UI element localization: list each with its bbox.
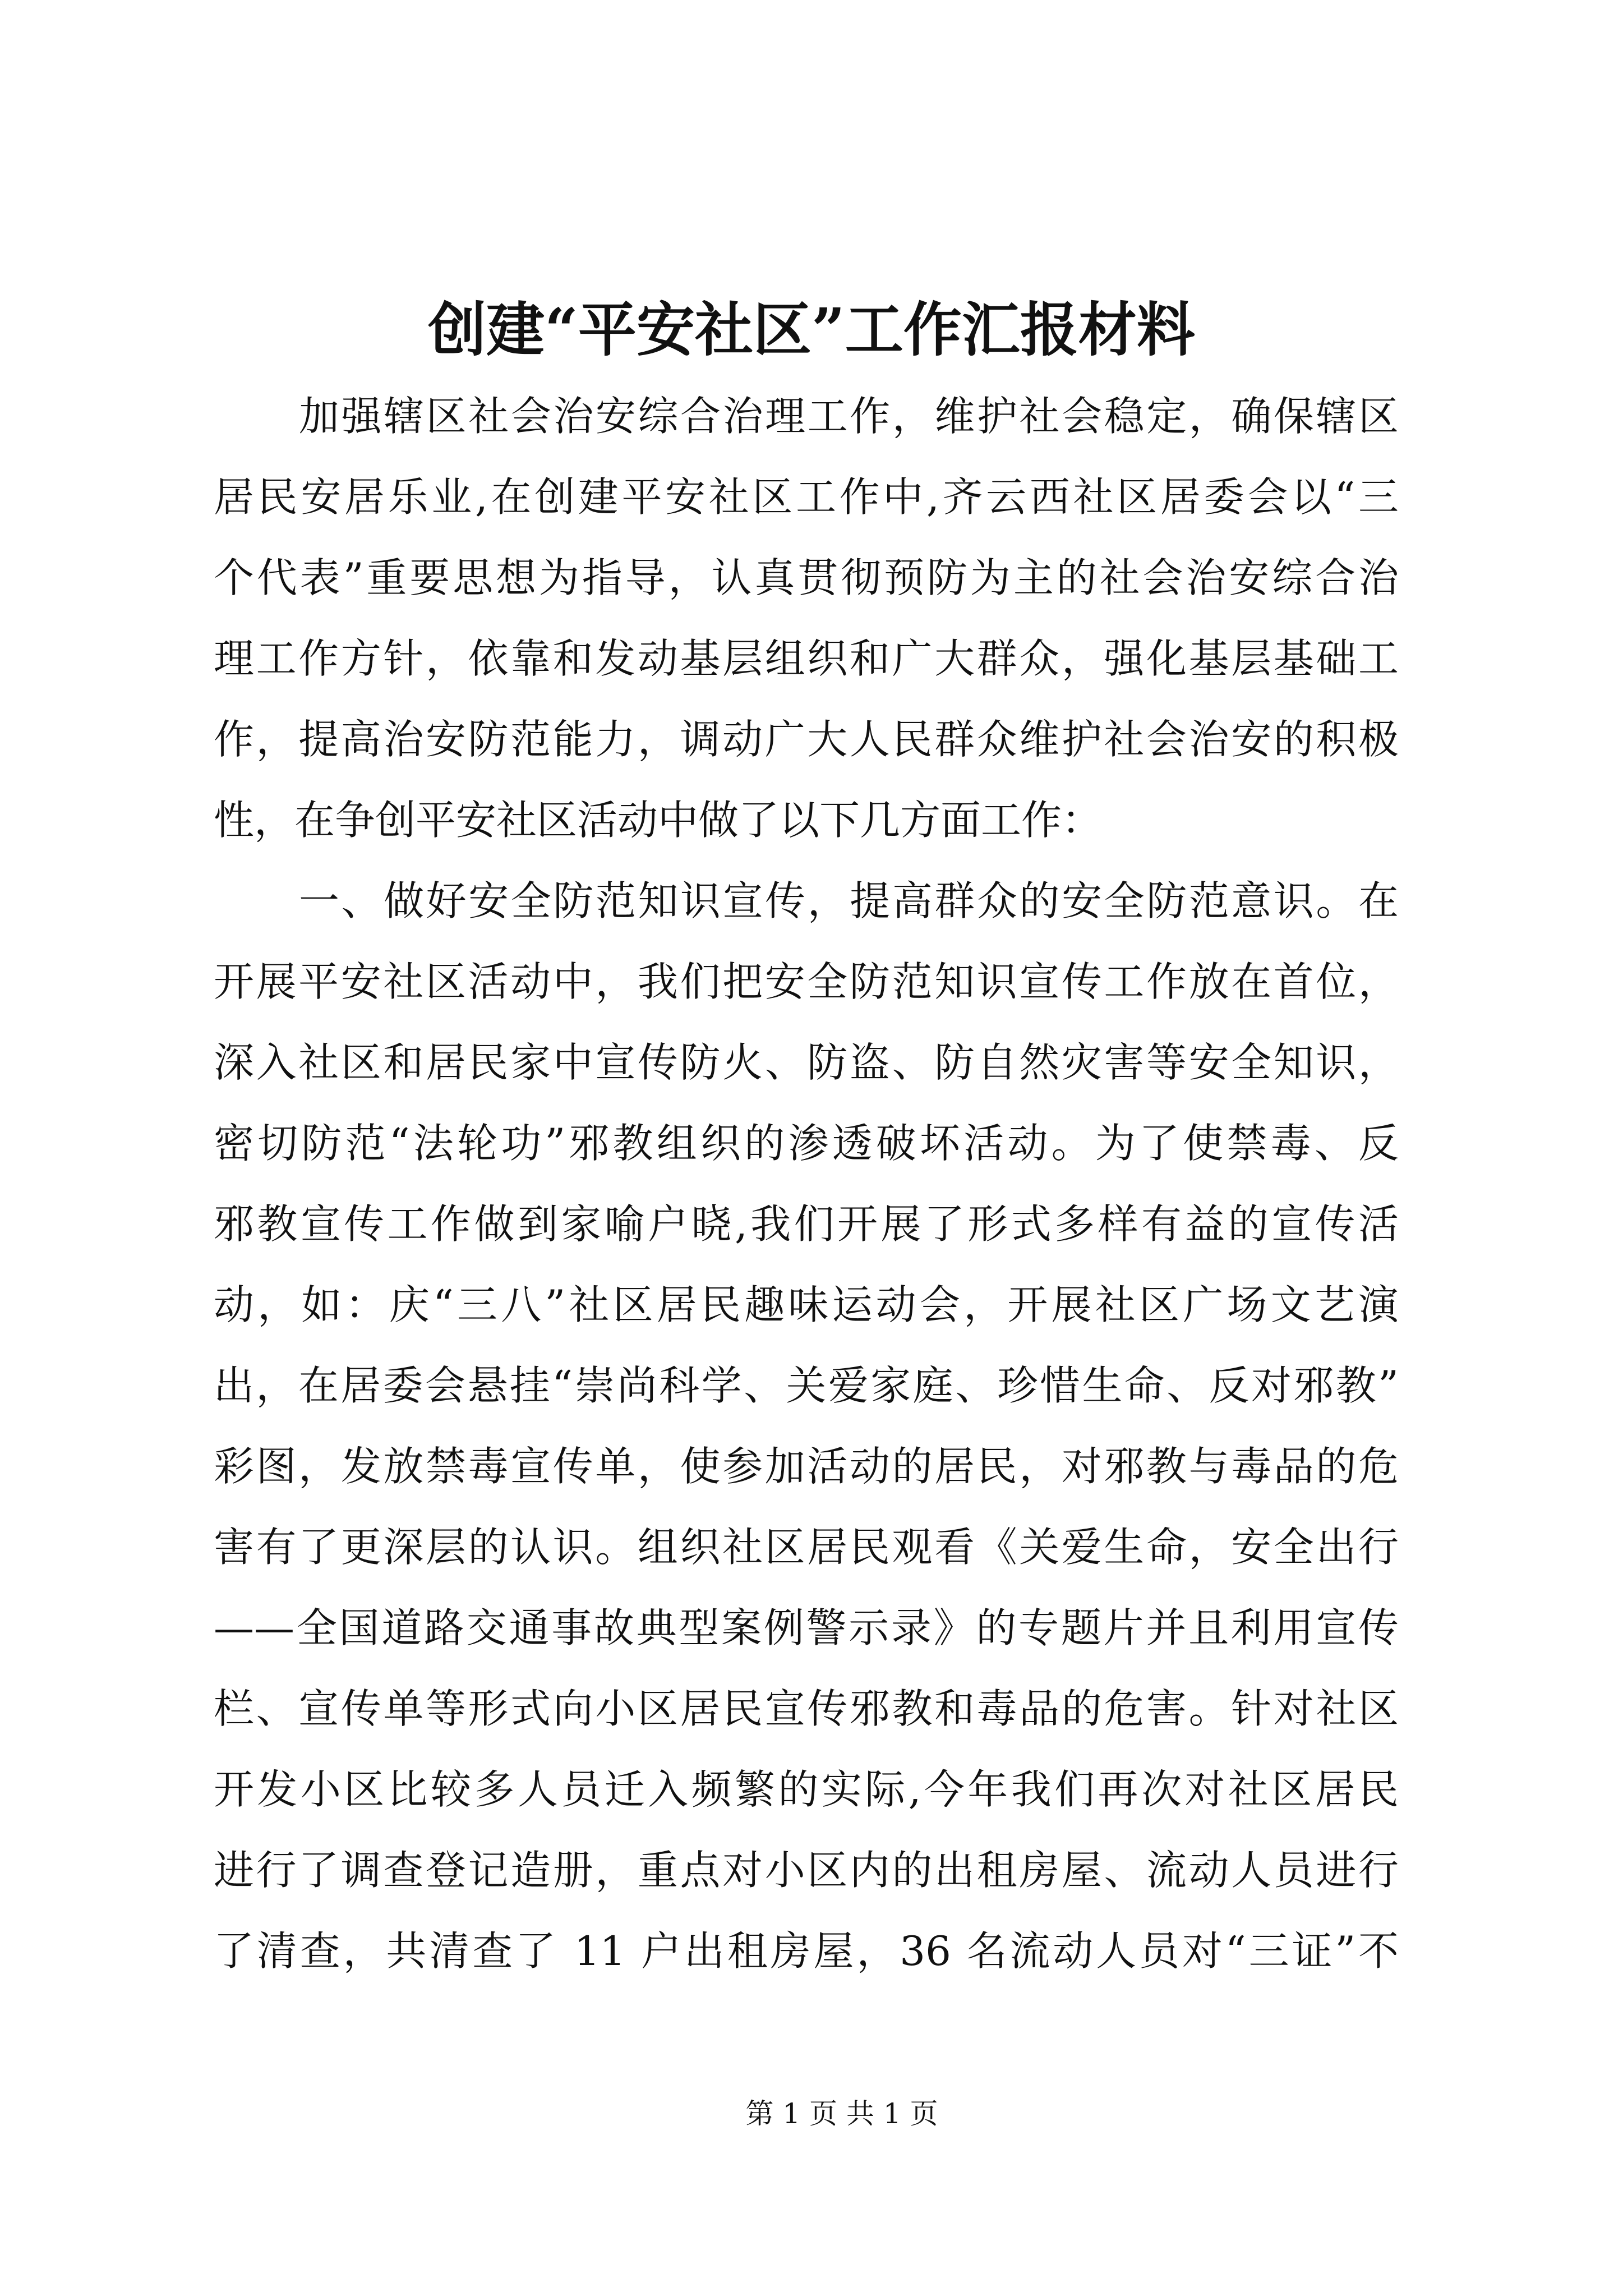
body-line: 密切防范“法轮功”邪教组织的渗透破坏活动。为了使禁毒、反 <box>214 1120 1399 1167</box>
body-line: 害有了更深层的认识。组织社区居民观看《关爱生命，安全出行 <box>214 1524 1399 1571</box>
body-line: 作，提高治安防范能力，调动广大人民群众维护社会治安的积极 <box>214 716 1399 763</box>
body-line: 进行了调查登记造册，重点对小区内的出租房屋、流动人员进行 <box>214 1847 1399 1894</box>
document-title: 创建“平安社区”工作汇报材料 <box>428 295 1195 364</box>
body-line: ——全国道路交通事故典型案例警示录》的专题片并且利用宣传 <box>214 1604 1399 1651</box>
body-line: 动，如：庆“三八”社区居民趣味运动会，开展社区广场文艺演 <box>214 1281 1399 1328</box>
body-line: 彩图，发放禁毒宣传单，使参加活动的居民，对邪教与毒品的危 <box>214 1443 1399 1490</box>
body-line: 居民安居乐业,在创建平安社区工作中,齐云西社区居委会以“三 <box>214 473 1399 521</box>
body-line: 理工作方针，依靠和发动基层组织和广大群众，强化基层基础工 <box>214 635 1399 682</box>
body-line: 一、做好安全防范知识宣传，提高群众的安全防范意识。在 <box>299 877 1399 924</box>
body-line: 性，在争创平安社区活动中做了以下几方面工作： <box>214 797 1103 844</box>
body-line: 出，在居委会悬挂“崇尚科学、关爱家庭、珍惜生命、反对邪教” <box>214 1362 1399 1409</box>
body-line: 个代表”重要思想为指导，认真贯彻预防为主的社会治安综合治 <box>214 554 1399 601</box>
body-line: 栏、宣传单等形式向小区居民宣传邪教和毒品的危害。针对社区 <box>214 1685 1399 1732</box>
body-line: 开展平安社区活动中，我们把安全防范知识宣传工作放在首位， <box>214 958 1399 1005</box>
document-body <box>214 376 1399 1991</box>
page-number-footer: 第 1 页 共 1 页 <box>745 2097 938 2130</box>
body-line: 开发小区比较多人员迁入频繁的实际,今年我们再次对社区居民 <box>214 1766 1399 1813</box>
body-line: 深入社区和居民家中宣传防火、防盗、防自然灾害等安全知识， <box>214 1039 1399 1086</box>
body-line: 加强辖区社会治安综合治理工作，维护社会稳定，确保辖区 <box>299 393 1399 440</box>
body-line: 了清查，共清查了 11 户出租房屋，36 名流动人员对“三证”不 <box>214 1927 1399 1975</box>
body-line: 邪教宣传工作做到家喻户晓,我们开展了形式多样有益的宣传活 <box>214 1200 1399 1248</box>
